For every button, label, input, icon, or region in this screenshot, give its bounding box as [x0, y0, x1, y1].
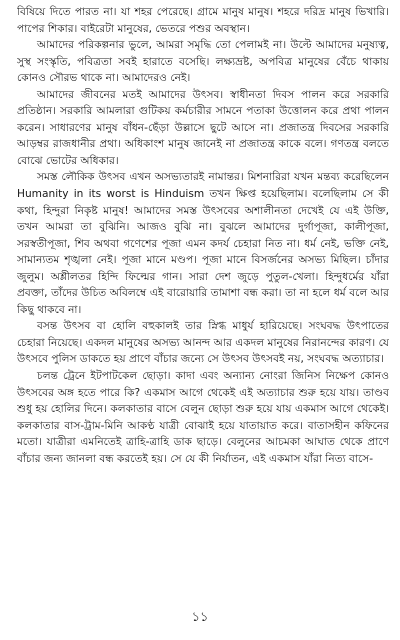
paragraph-festivals: আমাদের জীবনের মতই আমাদের উৎসব। স্বাধীনতা দিবস পালন করে সরকারি প্রতিষ্ঠান। সরকারি আমলারা গুটিকয় কর্মচারীর সামনে পতাকা উত্তোলন করে প্রথা পালন করেন। সাধারণের মানুষ বাঁধন-ছেঁড়া উল্লাসে ছুটে আসে না। প্রজাতন্ত্র দিবসের সরকারি আড়ম্বর রাজধানীর প্রথা। অধিকাংশ মানুষ জানেই না প্রজাতন্ত্র কাকে বলে। গণতন্ত্র বলতে বোঝে ভোটের অধিকার। [17, 88, 389, 167]
paragraph-trains: চলন্ত ট্রেনে ইটপাটকেল ছোড়া। কাদা এবং অন্যান্য নোংরা জিনিস নিক্ষেপ কোনও উৎসবের অঙ্গ হতে পারে কি? একমাস আগে থেকেই এই অত্যাচার শুরু হয়ে যায়। তাণ্ডব শুধু হয় হোলির দিনে। কলকাতার বাসে বেলুন ছোড়া শুরু হয়ে যায় একমাস আগে থেকেই। কলকাতার বাস-ট্রাম-মিনি আকণ্ঠ যাত্রী বোঝাই হয়ে যাতায়াত করে। বাতাসহীন কফিনের মতো। যাত্রীরা এমনিতেই ত্রাহি-ত্রাহি ডাক ছাড়ে। বেলুনের আচমকা আঘাত থেকে প্রাণে বাঁচার জন্য জানলা বন্ধ করতেই হয়। সে যে কী নির্যাতন, এই একমাস যাঁরা নিত্য বাসে- [17, 370, 389, 465]
paragraph-holi: বসন্ত উৎসব বা হোলি বহুকালই তার স্নিগ্ধ মাধুর্য হারিয়েছে। সংঘবদ্ধ উৎপাতের চেহারা নিয়েছে। একদল মানুষের অসভ্য আনন্দ আর একদল মানুষের নিরানন্দের কারণ। যে উৎসবে পুলিস ডাকতে হয় প্রাণে বাঁচার জন্যে সে উৎসব উৎসবই নয়, সংঘবদ্ধ অত্যাচার। [17, 320, 389, 366]
paragraph-folk-festivals: সমস্ত লৌকিক উৎসব এখন অসভ্যতারই নামান্তর। মিশনারিরা যখন মন্তব্য করেছিলেন Humanity in its worst is Hinduism তখন ক্ষিপ্ত হয়েছিলাম। বলেছিলাম সে কী কথা, হিন্দুরা নিকৃষ্ট মানুষ! আমাদের সমস্ত উৎসবের অশালীনতা দেখেই যে এই উক্তি, তখন আমরা তা বুঝিনি। আজও বুঝি না। বুঝলে আমাদের দুর্গাপূজা, কালীপূজা, সরস্বতীপূজা, শিব অথবা গণেশের পূজা এমন কদর্য চেহারা নিত না। ধর্ম নেই, ভক্তি নেই, সামান্যতম শৃঙ্খলা নেই। পূজা মানে মণ্ডপ। পূজা মানে বিসর্জনের অসভ্য মিছিল। চাঁদার জুলুম। অশ্লীলতর হিন্দি ফিল্মের গান। সারা দেশ জুড়ে পুতুল-খেলা। হিন্দুধর্মের যাঁরা প্রবক্তা, তাঁদের উচিত অবিলম্বে এই বারোয়ারি তামাশা বন্ধ করা। তা না হলে ধর্ম বলে আর কিছু থাকবে না। [17, 171, 389, 316]
paragraph-planning: আমাদের পরিকল্পনার ভুলে, আমরা সমৃদ্ধি তো পেলামই না। উল্টে আমাদের মনুষ্যত্ব, সুস্থ সংস্কৃতি, পবিত্রতা সবই হারাতে বসেছি। লক্ষ্যভ্রষ্ট, অপবিত্র মানুষের বেঁচে থাকায় কোনও সৌরভ থাকে না। আমাদেরও নেই। [17, 39, 389, 85]
document-page [17, 4, 389, 640]
page-number: ১১ [191, 610, 209, 625]
paragraph-continuation: বিষিয়ে দিতে পারত না। যা শহর পেরেছে। গ্রামে মানুষ মানুষ। শহরে দরিদ্র মানুষ ভিখারি। পাপের শিকার। বাইরেটা মানুষের, ভেতরে পশুর অবস্থান। [17, 6, 389, 35]
